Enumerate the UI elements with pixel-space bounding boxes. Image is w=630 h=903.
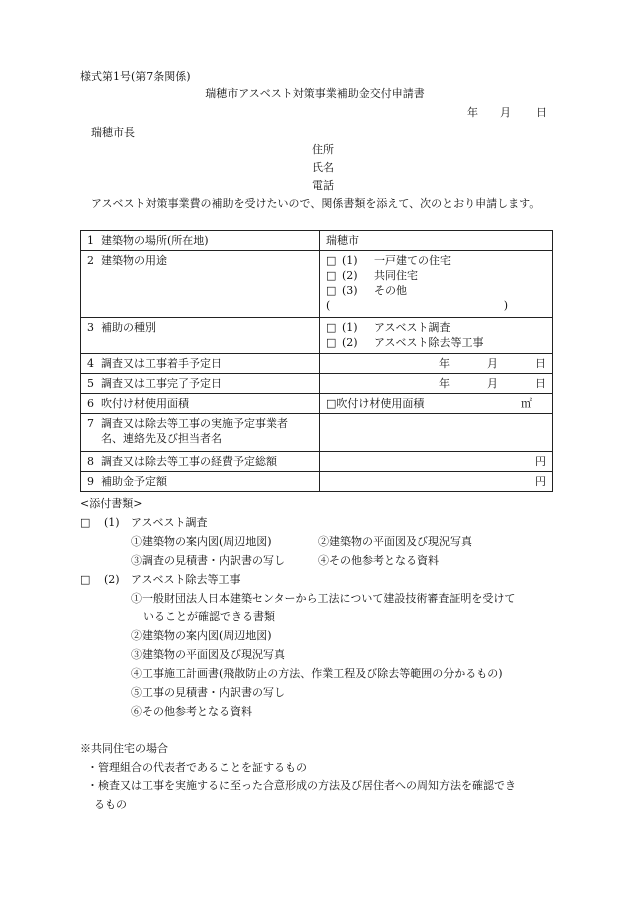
checkbox-icon[interactable]: □ [326, 284, 337, 297]
option-label: 一戸建ての住宅 [374, 254, 451, 267]
list-item: ⑥その他参考となる資料 [131, 705, 252, 718]
attachment-checkbox-icon[interactable]: □ [80, 516, 91, 529]
section-title: アスベスト除去等工事 [131, 573, 241, 586]
row-number: 2 [87, 254, 94, 267]
row-number: 3 [87, 321, 94, 334]
subsidy-amount-field[interactable] [320, 472, 553, 492]
date-month-label: 月 [500, 106, 511, 119]
list-item: いることが確認できる書類 [143, 610, 275, 623]
checkbox-icon[interactable]: □ [326, 321, 337, 334]
option-number: (1) [342, 321, 358, 334]
subsidy-type-option-1[interactable] [326, 320, 546, 335]
paren-close: ) [503, 299, 508, 312]
row-label: 補助金予定額 [101, 475, 167, 488]
contractor-field[interactable] [320, 414, 553, 452]
row-number: 7 [87, 417, 94, 430]
applicant-name-label: 氏名 [312, 161, 334, 174]
document-title: 瑞穂市アスベスト対策事業補助金交付申請書 [205, 87, 425, 100]
section-number: (2) [104, 573, 120, 586]
table-row [81, 231, 553, 251]
row-label: 吹付け材使用面積 [101, 397, 189, 410]
checkbox-icon[interactable]: □ [326, 269, 337, 282]
note-bullet: るもの [94, 798, 127, 811]
month-label: 月 [487, 357, 498, 370]
list-item: ⑤工事の見積書・内訳書の写し [131, 686, 285, 699]
list-item: ④その他参考となる資料 [318, 554, 439, 567]
row-label: 建築物の場所(所在地) [101, 234, 209, 247]
row-label: 建築物の用途 [101, 254, 167, 267]
area-field[interactable] [326, 396, 546, 411]
addressee: 瑞穂市長 [91, 126, 135, 139]
option-number: (1) [342, 254, 358, 267]
cost-field[interactable] [320, 452, 553, 472]
start-date-field[interactable] [326, 356, 546, 371]
day-label: 日 [535, 357, 546, 370]
month-label: 月 [487, 377, 498, 390]
row-number: 4 [87, 357, 94, 370]
option-label: アスベスト調査 [374, 321, 451, 334]
applicant-address-label: 住所 [312, 143, 334, 156]
attachment-checkbox-icon[interactable]: □ [80, 573, 91, 586]
checkbox-icon[interactable]: □ [326, 254, 337, 267]
option-label: 共同住宅 [374, 269, 418, 282]
location-value: 瑞穂市 [320, 231, 553, 251]
note-heading: ※共同住宅の場合 [80, 742, 168, 755]
option-number: (2) [342, 269, 358, 282]
row-number: 9 [87, 475, 94, 488]
list-item: ④工事施工計画書(飛散防止の方法、作業工程及び除去等範囲の分かるもの) [131, 667, 503, 680]
list-item: ③建築物の平面図及び現況写真 [131, 648, 285, 661]
option-number: (2) [342, 336, 358, 349]
table-row [81, 251, 553, 318]
list-item: ①一般財団法人日本建築センターから工法について建設技術審査証明を受けて [131, 592, 516, 605]
row-number: 6 [87, 397, 94, 410]
table-row [81, 472, 553, 492]
other-usage-field[interactable] [326, 298, 546, 313]
table-row [81, 354, 553, 374]
attachments-heading: <添付書類> [80, 497, 143, 510]
list-item: ②建築物の案内図(周辺地図) [131, 629, 272, 642]
table-row [81, 414, 553, 452]
row-label: 調査又は工事完了予定日 [101, 377, 222, 390]
yen-unit: 円 [535, 475, 546, 488]
note-bullet: ・管理組合の代表者であることを証するもの [87, 761, 307, 774]
table-row [81, 452, 553, 472]
applicant-phone-label: 電話 [312, 179, 334, 192]
end-date-field[interactable] [326, 376, 546, 391]
list-item: ①建築物の案内図(周辺地図) [131, 535, 272, 548]
row-number: 8 [87, 455, 94, 468]
date-year-label: 年 [467, 106, 478, 119]
yen-unit: 円 [535, 455, 546, 468]
checkbox-icon[interactable]: □ [326, 336, 337, 349]
row-number: 1 [87, 234, 94, 247]
date-day-label: 日 [536, 106, 547, 119]
year-label: 年 [439, 357, 450, 370]
option-label: その他 [374, 284, 407, 297]
table-row [81, 374, 553, 394]
subsidy-type-option-2[interactable] [326, 335, 546, 350]
application-table [80, 230, 553, 492]
row-label: 調査又は除去等工事の経費予定総額 [101, 455, 277, 468]
list-item: ③調査の見積書・内訳書の写し [131, 554, 285, 567]
year-label: 年 [439, 377, 450, 390]
table-row [81, 318, 553, 354]
table-row [81, 394, 553, 414]
form-number: 様式第1号(第7条関係) [80, 70, 191, 83]
option-number: (3) [342, 284, 358, 297]
section-number: (1) [104, 516, 120, 529]
row-label: 補助の種別 [101, 321, 156, 334]
list-item: ②建築物の平面図及び現況写真 [318, 535, 472, 548]
row-label: 調査又は除去等工事の実施予定事業者名、連絡先及び担当者名 [101, 417, 288, 445]
area-checkbox-label[interactable]: □吹付け材使用面積 [326, 397, 425, 410]
option-label: アスベスト除去等工事 [374, 336, 484, 349]
day-label: 日 [535, 377, 546, 390]
note-bullet: ・検査又は工事を実施するに至った合意形成の方法及び居住者への周知方法を確認でき [87, 779, 516, 792]
usage-option-2[interactable] [326, 268, 546, 283]
intro-paragraph: アスベスト対策事業費の補助を受けたいので、関係書類を添えて、次のとおり申請します。 [91, 197, 541, 210]
section-title: アスベスト調査 [131, 516, 208, 529]
usage-option-1[interactable] [326, 253, 546, 268]
row-number: 5 [87, 377, 94, 390]
area-unit: ㎡ [521, 397, 532, 410]
paren-open: ( [326, 299, 331, 312]
row-label: 調査又は工事着手予定日 [101, 357, 222, 370]
usage-option-3[interactable] [326, 283, 546, 298]
